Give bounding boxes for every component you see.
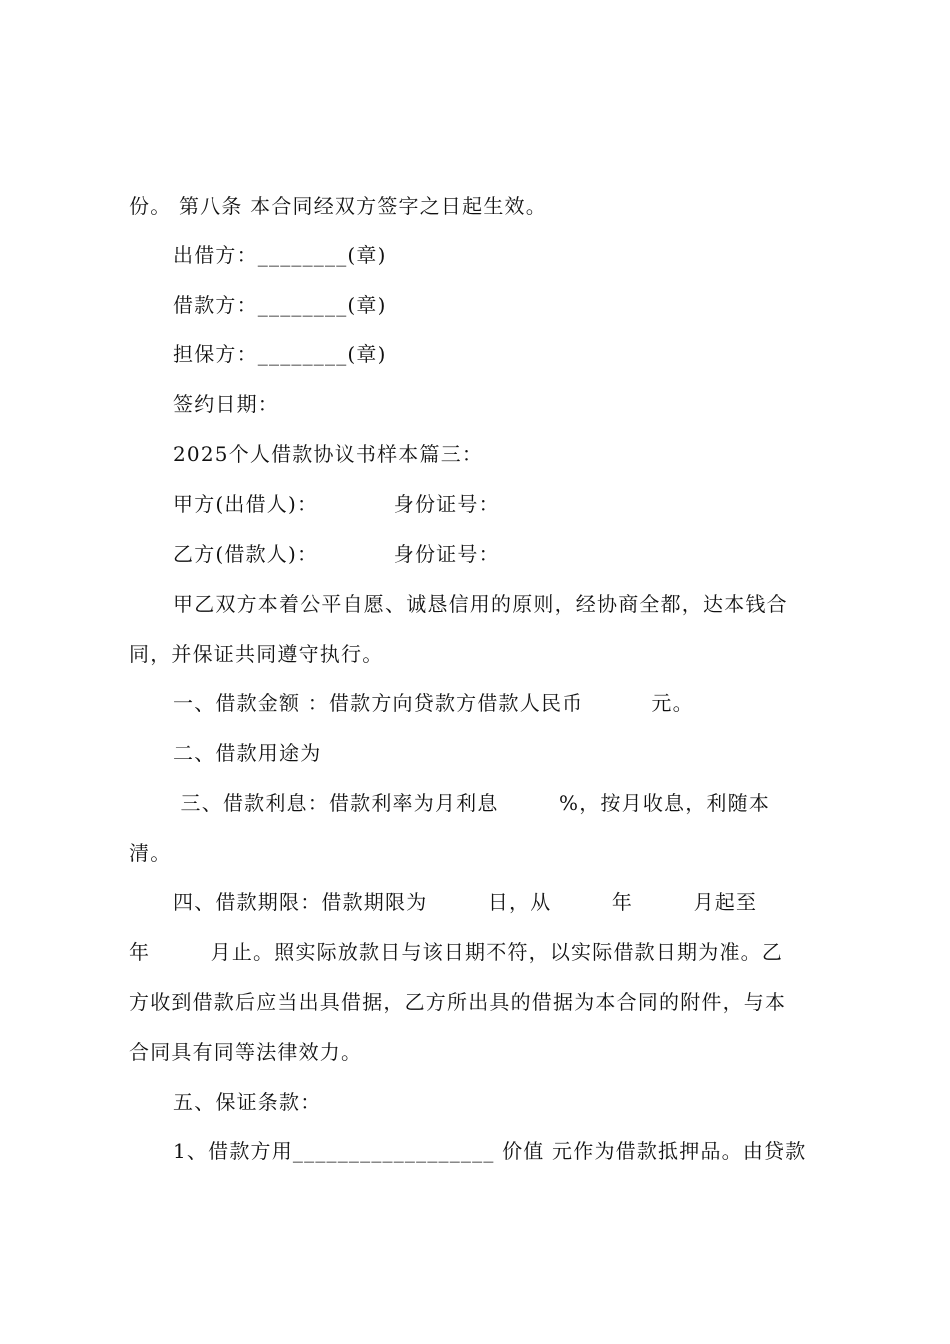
preamble-line-1: 甲乙双方本着公平自愿、诚恳信用的原则，经协商全都，达本钱合 bbox=[173, 592, 788, 616]
loan-interest-clause: 三、借款利息：借款利率为月利息 %，按月收息，利随本 bbox=[173, 791, 771, 815]
signing-date-line: 签约日期： bbox=[173, 392, 279, 416]
loan-purpose-clause: 二、借款用途为 bbox=[173, 741, 322, 765]
party-a-line: 甲方(出借人)： 身份证号： bbox=[173, 492, 500, 516]
loan-term-clause-1: 四、借款期限：借款期限为 日，从 年 月起至 bbox=[173, 890, 758, 914]
loan-interest-clause-cont: 清。 bbox=[129, 841, 172, 865]
loan-term-clause-3: 方收到借款后应当出具借据，乙方所出具的借据为本合同的附件，与本 bbox=[129, 990, 787, 1014]
guarantee-heading: 五、保证条款： bbox=[173, 1090, 322, 1114]
article-eight-line: 份。 第八条 本合同经双方签字之日起生效。 bbox=[129, 194, 547, 218]
loan-amount-clause: 一、借款金额 ：借款方向贷款方借款人民币 元。 bbox=[173, 691, 694, 715]
collateral-clause: 1、借款方用__________________ 价值 元作为借款抵押品。由贷款 bbox=[173, 1139, 807, 1163]
loan-term-clause-2: 年 月止。照实际放款日与该日期不符，以实际借款日期为准。乙 bbox=[129, 940, 784, 964]
section-heading: 2025个人借款协议书样本篇三： bbox=[173, 442, 484, 466]
party-b-line: 乙方(借款人)： 身份证号： bbox=[173, 542, 500, 566]
loan-term-clause-4: 合同具有同等法律效力。 bbox=[129, 1040, 363, 1064]
borrower-signature-line: 借款方：________(章) bbox=[173, 293, 387, 317]
preamble-line-2: 同，并保证共同遵守执行。 bbox=[129, 642, 384, 666]
lender-signature-line: 出借方：________(章) bbox=[173, 243, 387, 267]
guarantor-signature-line: 担保方：________(章) bbox=[173, 342, 387, 366]
